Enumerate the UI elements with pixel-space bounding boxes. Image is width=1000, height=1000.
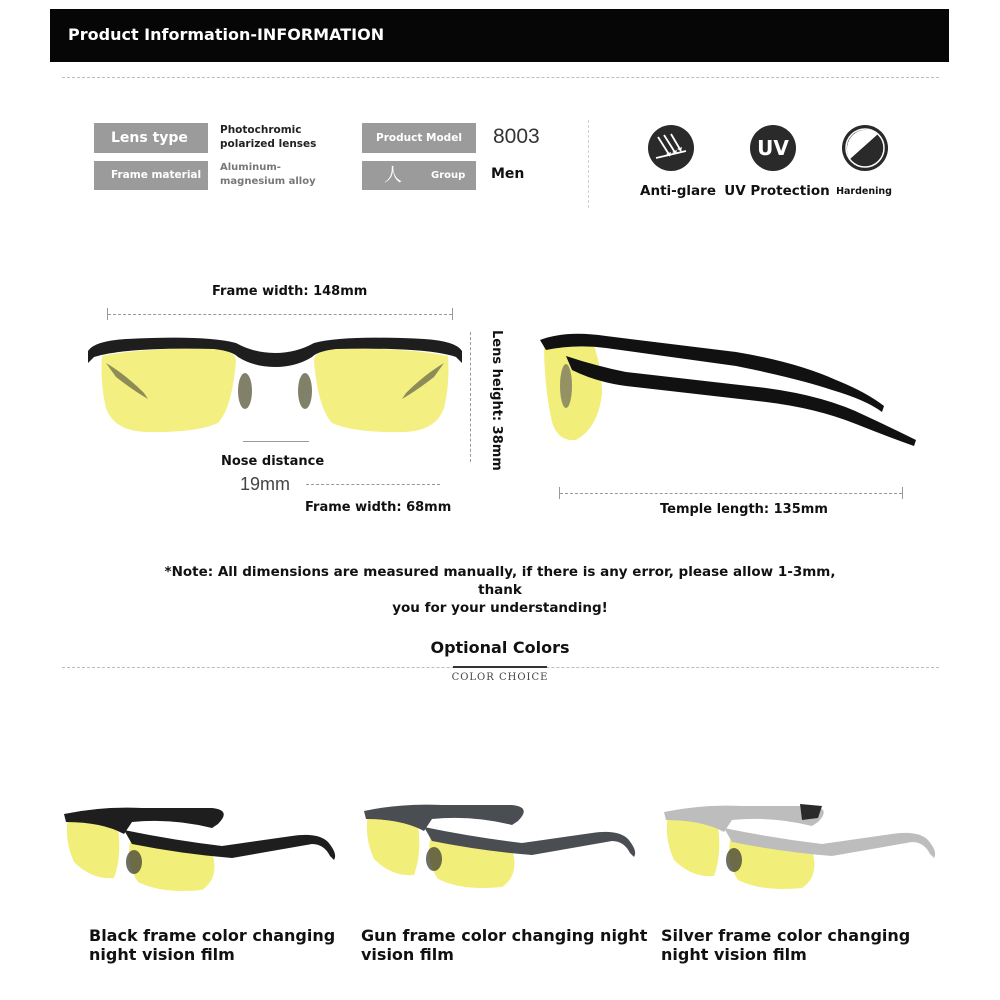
header-divider xyxy=(62,77,939,78)
dim-tick xyxy=(107,308,108,320)
gun-frame-caption: Gun frame color changing night vision film xyxy=(361,926,648,964)
dim-tick xyxy=(559,487,560,499)
temple-length-label: Temple length: 135mm xyxy=(660,502,828,517)
header-title: Product Information-INFORMATION xyxy=(68,25,385,44)
dim-tick xyxy=(902,487,903,499)
uv-icon xyxy=(750,125,796,171)
lens-type-label: Lens type xyxy=(94,123,208,153)
color-choice-subtitle: COLOR CHOICE xyxy=(451,672,549,683)
person-icon: 人 xyxy=(384,165,402,186)
svg-text:UV: UV xyxy=(757,136,789,160)
header-bar xyxy=(50,9,949,62)
gun-frame-glasses xyxy=(362,797,640,895)
group-value: Men xyxy=(491,166,525,182)
temple-length-line xyxy=(560,493,902,494)
hardening-icon xyxy=(842,125,888,171)
black-frame-glasses xyxy=(62,800,340,898)
nose-distance-value: 19mm xyxy=(240,474,291,494)
group-label-box xyxy=(362,161,476,190)
nose-distance-line xyxy=(243,441,309,442)
spec-divider xyxy=(588,120,589,208)
frame-width-lens-line xyxy=(306,484,440,485)
group-label: Group xyxy=(431,170,466,181)
product-model-value: 8003 xyxy=(493,125,540,148)
dim-tick xyxy=(452,308,453,320)
silver-frame-glasses xyxy=(662,798,940,896)
lens-height-line xyxy=(470,332,471,462)
lens-height-label: Lens height: 38mm xyxy=(489,330,504,471)
anti-glare-icon xyxy=(648,125,694,171)
side-view-glasses xyxy=(536,326,920,448)
product-model-label: Product Model xyxy=(362,123,476,153)
hardening-label: Hardening xyxy=(836,186,892,197)
optional-colors-title: Optional Colors xyxy=(430,638,570,657)
frame-width-total-label: Frame width: 148mm xyxy=(212,284,368,299)
frame-width-total-line xyxy=(108,314,452,315)
colors-underline xyxy=(453,666,547,668)
lens-type-value: Photochromic polarized lenses xyxy=(220,124,317,150)
measurement-note: *Note: All dimensions are measured manually, if there is any error, please allow 1-3mm, thank you for your understanding! xyxy=(164,564,836,616)
frame-material-value: Aluminum- magnesium alloy xyxy=(220,162,316,187)
anti-glare-label: Anti-glare xyxy=(640,183,716,199)
front-view-glasses xyxy=(86,333,464,439)
black-frame-caption: Black frame color changing night vision film xyxy=(89,926,336,964)
nose-distance-label: Nose distance xyxy=(221,454,325,469)
uv-protection-label: UV Protection xyxy=(724,183,830,199)
frame-material-label: Frame material xyxy=(94,161,208,190)
frame-width-lens-label: Frame width: 68mm xyxy=(305,500,452,515)
silver-frame-caption: Silver frame color changing night vision film xyxy=(661,926,911,964)
